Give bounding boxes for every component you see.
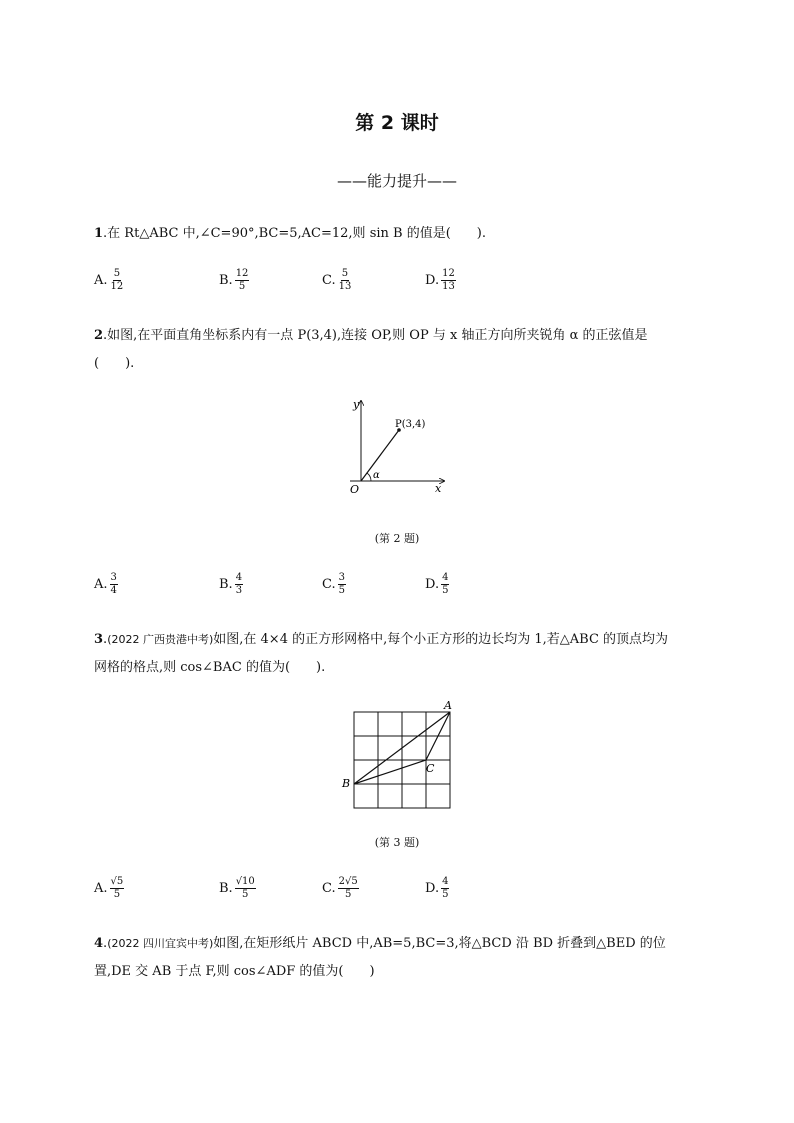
option-label: B. xyxy=(219,577,233,592)
numerator: √10 xyxy=(235,876,255,887)
option-label: D. xyxy=(425,881,440,896)
question-text: 如图,在 4×4 的正方形网格中,每个小正方形的边长均为 1,若△ABC 的顶点均为 xyxy=(213,632,669,647)
denominator: 5 xyxy=(242,889,249,900)
numerator: 12 xyxy=(235,268,249,279)
numerator: 12 xyxy=(442,268,455,279)
fraction xyxy=(338,572,346,597)
angle-arc xyxy=(367,473,371,481)
question-4: 4.(2022 四川宜宾中考)如图,在矩形纸片 ABCD 中,AB=5,BC=3,将△BCD 沿 BD 折叠到△BED 的位 置,DE 交 AB 于点 F,则 cos∠ADF 的值为( ) xyxy=(94,936,666,979)
numerator: 4 xyxy=(235,572,243,583)
option-b xyxy=(219,876,256,901)
section-heading: ——能力提升—— xyxy=(336,172,457,190)
fraction xyxy=(441,572,449,597)
question-number: 3 xyxy=(94,632,104,647)
fraction xyxy=(110,572,118,597)
figure-2-caption: (第 2 题) xyxy=(374,532,420,545)
denominator: 4 xyxy=(110,585,117,596)
numerator: 3 xyxy=(110,572,117,583)
figure-3-caption: (第 3 题) xyxy=(374,836,420,849)
numerator: 4 xyxy=(442,876,449,887)
fraction xyxy=(338,876,359,901)
option-label: C. xyxy=(322,273,336,288)
option-label: A. xyxy=(94,881,108,896)
numerator: 5 xyxy=(341,268,349,279)
question-3: 3.(2022 广西贵港中考)如图,在 4×4 的正方形网格中,每个小正方形的边长均为 1,若△ABC 的顶点均为 网格的格点,则 cos∠BAC 的值为( ). xyxy=(94,632,669,675)
vertex-c-label: C xyxy=(426,762,435,775)
alpha-label: α xyxy=(373,470,380,481)
denominator: 5 xyxy=(113,889,121,900)
denominator: 5 xyxy=(338,585,345,596)
option-label: A. xyxy=(94,577,108,592)
option-label: A. xyxy=(94,273,108,288)
fraction xyxy=(110,876,125,901)
question-number: 2 xyxy=(94,328,104,343)
denominator: 12 xyxy=(110,281,124,292)
question-number: 4 xyxy=(94,936,104,951)
vertex-b-label: B xyxy=(342,777,351,790)
page-title: 第 2 课时 xyxy=(355,112,439,134)
fraction xyxy=(338,268,353,293)
fraction xyxy=(235,876,256,901)
option-d xyxy=(425,268,456,293)
numerator: 2√5 xyxy=(338,876,358,887)
denominator: 13 xyxy=(442,281,455,292)
vertex-a-label: A xyxy=(444,699,452,712)
option-b xyxy=(219,572,243,597)
question-text-cont: ( ). xyxy=(94,356,135,371)
option-label: D. xyxy=(425,273,440,288)
numerator: 4 xyxy=(442,572,449,583)
option-label: B. xyxy=(219,273,233,288)
option-label: D. xyxy=(425,577,440,592)
grid xyxy=(354,712,450,808)
question-source: (2022 广西贵港中考) xyxy=(107,633,214,646)
question-text-cont: 置,DE 交 AB 于点 F,则 cos∠ADF 的值为( ) xyxy=(94,964,375,979)
numerator: 3 xyxy=(338,572,345,583)
numerator: 5 xyxy=(113,268,121,279)
y-axis-label: y xyxy=(353,398,360,411)
option-c xyxy=(322,876,359,901)
option-c xyxy=(322,268,352,293)
question-text: 如图,在矩形纸片 ABCD 中,AB=5,BC=3,将△BCD 沿 BD 折叠到△BED 的位 xyxy=(213,936,666,951)
figure-3-grid-triangle xyxy=(338,698,458,810)
question-number: 1 xyxy=(94,226,104,241)
option-label: C. xyxy=(322,881,336,896)
denominator: 5 xyxy=(238,281,246,292)
figure-2-coordinate-plane xyxy=(340,393,460,498)
option-d xyxy=(425,572,449,597)
question-text: .在 Rt△ABC 中,∠C=90°,BC=5,AC=12,则 sin B 的值是( ). xyxy=(103,226,486,241)
option-b xyxy=(219,268,249,293)
question-2 xyxy=(94,322,714,378)
option-d xyxy=(425,876,449,901)
question-source: (2022 四川宜宾中考) xyxy=(107,937,214,950)
option-a xyxy=(94,876,124,901)
point-p-label: P(3,4) xyxy=(395,419,426,430)
denominator: 5 xyxy=(442,889,449,900)
fraction xyxy=(235,268,250,293)
option-label: B. xyxy=(219,881,233,896)
question-text: .如图,在平面直角坐标系内有一点 P(3,4),连接 OP,则 OP 与 x 轴正方向所夹锐角 α 的正弦值是 xyxy=(103,328,648,343)
fraction xyxy=(441,876,449,901)
option-c xyxy=(322,572,346,597)
option-a xyxy=(94,268,124,293)
numerator: √5 xyxy=(110,876,124,887)
x-axis-label: x xyxy=(435,482,442,495)
question-text-cont: 网格的格点,则 cos∠BAC 的值为( ). xyxy=(94,660,326,675)
denominator: 5 xyxy=(344,889,352,900)
option-label: C. xyxy=(322,577,336,592)
fraction xyxy=(441,268,456,293)
segment-op xyxy=(361,430,399,481)
origin-label: O xyxy=(350,483,360,496)
fraction xyxy=(235,572,243,597)
question-1 xyxy=(94,220,714,248)
option-a xyxy=(94,572,118,597)
fraction xyxy=(110,268,125,293)
denominator: 13 xyxy=(338,281,352,292)
denominator: 3 xyxy=(235,585,243,596)
denominator: 5 xyxy=(442,585,449,596)
